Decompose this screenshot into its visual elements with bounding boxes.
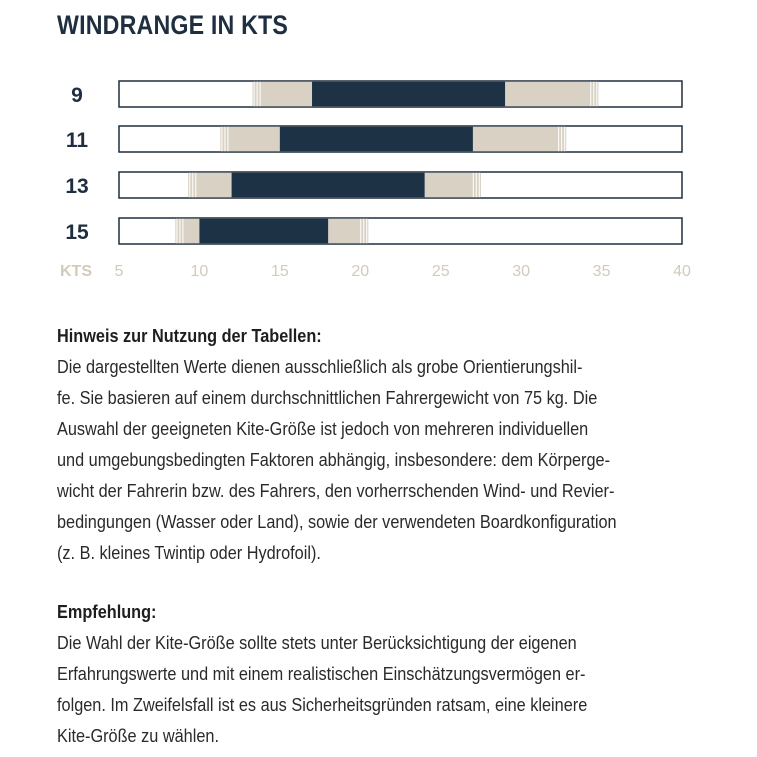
usage-notes bbox=[57, 320, 697, 568]
usage-notes-line: wicht der Fahrerin bzw. des Fahrers, den vorherrschenden Wind- und Revier- bbox=[57, 480, 615, 501]
x-tick-label: 30 bbox=[512, 263, 531, 280]
recommendation-heading: Empfehlung: bbox=[57, 601, 157, 622]
usage-notes-line: Die dargestellten Werte dienen ausschließlich als grobe Orientierungshil- bbox=[57, 356, 583, 377]
range-edge-stripe bbox=[227, 127, 228, 152]
x-tick-label: 5 bbox=[114, 263, 124, 280]
usage-notes-line: fe. Sie basieren auf einem durchschnittlichen Fahrergewicht von 75 kg. Die bbox=[57, 387, 598, 408]
windrange-chart bbox=[0, 60, 757, 290]
recommendation-line: Erfahrungswerte und mit einem realistischen Einschätzungsvermögen er- bbox=[57, 663, 586, 684]
range-edge-stripe bbox=[224, 127, 225, 152]
row-label: 13 bbox=[65, 175, 89, 198]
range-edge-stripe bbox=[479, 173, 480, 198]
x-tick-label: 10 bbox=[190, 263, 209, 280]
x-tick-label: 40 bbox=[673, 263, 691, 280]
core-range-bar bbox=[280, 127, 473, 152]
range-edge-stripe bbox=[195, 173, 196, 198]
range-edge-stripe bbox=[192, 173, 193, 198]
usage-notes-line: bedingungen (Wasser oder Land), sowie der verwendeten Boardkonfiguration bbox=[57, 511, 617, 532]
x-tick-label: 15 bbox=[270, 263, 289, 280]
row-label: 11 bbox=[65, 129, 89, 152]
range-edge-stripe bbox=[176, 219, 177, 244]
range-edge-stripe bbox=[473, 173, 474, 198]
range-edge-stripe bbox=[590, 82, 591, 107]
x-tick-label: 25 bbox=[431, 263, 450, 280]
range-edge-stripe bbox=[182, 219, 183, 244]
x-tick-label: 20 bbox=[351, 263, 370, 280]
usage-notes-heading: Hinweis zur Nutzung der Tabellen: bbox=[57, 325, 322, 346]
range-edge-stripe bbox=[179, 219, 180, 244]
range-edge-stripe bbox=[257, 82, 258, 107]
range-edge-stripe bbox=[260, 82, 261, 107]
range-edge-stripe bbox=[593, 82, 594, 107]
usage-notes-line: und umgebungsbedingten Faktoren abhängig, insbesondere: dem Körperge- bbox=[57, 449, 611, 470]
x-axis-label: KTS bbox=[60, 263, 92, 280]
recommendation bbox=[57, 596, 697, 751]
usage-notes-line: Auswahl der geeigneten Kite-Größe ist jedoch von mehreren individuellen bbox=[57, 418, 589, 439]
row-label: 15 bbox=[65, 221, 89, 244]
usage-notes-line: (z. B. kleines Twintip oder Hydrofoil). bbox=[57, 542, 321, 563]
row-label: 9 bbox=[71, 84, 83, 107]
core-range-bar bbox=[312, 82, 505, 107]
recommendation-line: Die Wahl der Kite-Größe sollte stets unter Berücksichtigung der eigenen bbox=[57, 632, 577, 653]
recommendation-line: Kite-Größe zu wählen. bbox=[57, 725, 219, 746]
range-edge-stripe bbox=[189, 173, 190, 198]
recommendation-line: folgen. Im Zweifelsfall ist es aus Sicherheitsgründen ratsam, eine kleinere bbox=[57, 694, 588, 715]
range-edge-stripe bbox=[363, 219, 364, 244]
core-range-bar bbox=[199, 219, 328, 244]
range-edge-stripe bbox=[476, 173, 477, 198]
core-range-bar bbox=[232, 173, 425, 198]
range-edge-stripe bbox=[558, 127, 559, 152]
range-edge-stripe bbox=[561, 127, 562, 152]
range-edge-stripe bbox=[221, 127, 222, 152]
range-edge-stripe bbox=[596, 82, 597, 107]
x-tick-label: 35 bbox=[592, 263, 611, 280]
range-edge-stripe bbox=[360, 219, 361, 244]
range-edge-stripe bbox=[254, 82, 255, 107]
range-edge-stripe bbox=[366, 219, 367, 244]
range-edge-stripe bbox=[564, 127, 565, 152]
chart-title: WINDRANGE IN KTS bbox=[57, 10, 289, 40]
